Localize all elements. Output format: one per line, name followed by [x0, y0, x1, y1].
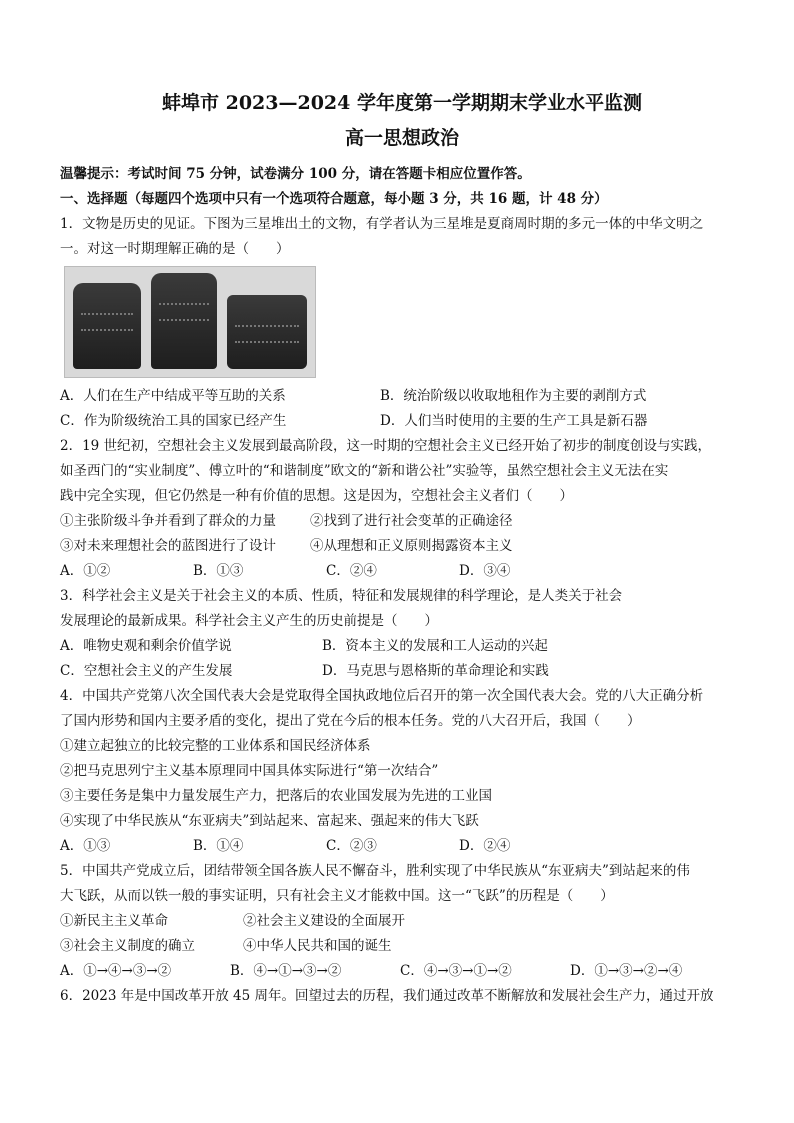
q4-item-1: ①建立起独立的比较完整的工业体系和国民经济体系 [60, 738, 371, 754]
q2-option-c[interactable]: C．②④ [326, 563, 377, 579]
q5-stem-line1: 5．中国共产党成立后，团结带领全国各族人民不懈奋斗，胜利实现了中华民族从“东亚病夫”到站起来的伟 [60, 863, 690, 879]
q5-option-a[interactable]: A．①→④→③→② [60, 963, 172, 979]
section-heading: 一、选择题（每题四个选项中只有一个选项符合题意，每小题 3 分，共 16 题，计 48 分） [60, 191, 608, 207]
q5-option-b[interactable]: B．④→①→③→② [230, 963, 342, 979]
q5-options [60, 959, 744, 984]
q1-stem-line1: 1．文物是历史的见证。下图为三星堆出土的文物，有学者认为三星堆是夏商周时期的多元一体的中华文明之 [60, 216, 704, 232]
q4-option-c[interactable]: C．②③ [326, 838, 377, 854]
q1-options-row2 [60, 409, 744, 434]
q5-option-c[interactable]: C．④→③→①→② [400, 963, 512, 979]
q4-item-2: ②把马克思列宁主义基本原理同中国具体实际进行“第一次结合” [60, 763, 439, 779]
q5-items-row2 [60, 934, 744, 959]
q5-item-1: ①新民主主义革命 [60, 913, 168, 929]
q2-stem-line2: 如圣西门的“实业制度”、傅立叶的“和谐制度”欧文的“新和谐公社”实验等，虽然空想社会主义无法在实 [60, 463, 669, 479]
q3-option-d[interactable]: D．马克思与恩格斯的革命理论和实践 [322, 663, 549, 679]
q1-option-d[interactable]: D．人们当时使用的主要的生产工具是新石器 [380, 413, 648, 429]
q5-item-3: ③社会主义制度的确立 [60, 938, 195, 954]
q4-item-4: ④实现了中华民族从“东亚病夫”到站起来、富起来、强起来的伟大飞跃 [60, 813, 479, 829]
q5-stem-line2: 大飞跃，从而以铁一般的事实证明，只有社会主义才能救中国。这一“飞跃”的历程是（ ） [60, 888, 614, 904]
q6-stem-line1: 6．2023 年是中国改革开放 45 周年。回望过去的历程，我们通过改革不断解放和发展社会生产力，通过开放 [60, 988, 714, 1004]
q4-option-a[interactable]: A．①③ [60, 838, 111, 854]
q4-option-b[interactable]: B．①④ [193, 838, 244, 854]
q4-item-3: ③主要任务是集中力量发展生产力，把落后的农业国发展为先进的工业国 [60, 788, 492, 804]
q2-items-row2 [60, 534, 744, 559]
q1-option-b[interactable]: B．统治阶级以收取地租作为主要的剥削方式 [380, 388, 647, 404]
q2-options [60, 559, 744, 584]
exam-tip: 温馨提示：考试时间 75 分钟，试卷满分 100 分，请在答题卡相应位置作答。 [60, 166, 531, 182]
q4-option-d[interactable]: D．②④ [459, 838, 511, 854]
sanxingdui-artifacts-image [64, 266, 316, 378]
q4-stem-line1: 4．中国共产党第八次全国代表大会是党取得全国执政地位后召开的第一次全国代表大会。党的八大正确分析 [60, 688, 704, 704]
q5-item-4: ④中华人民共和国的诞生 [243, 938, 392, 954]
q1-stem-line2: 一。对这一时期理解正确的是（ ） [60, 241, 290, 257]
exam-page [60, 88, 744, 1009]
q2-item-4: ④从理想和正义原则揭露资本主义 [310, 538, 513, 554]
q1-option-a[interactable]: A．人们在生产中结成平等互助的关系 [60, 388, 286, 404]
q5-item-2: ②社会主义建设的全面展开 [243, 913, 405, 929]
q3-option-a[interactable]: A．唯物史观和剩余价值学说 [60, 638, 232, 654]
q4-options [60, 834, 744, 859]
artifact-vessel-2 [151, 273, 217, 369]
q2-option-d[interactable]: D．③④ [459, 563, 511, 579]
exam-subtitle: 高一思想政治 [344, 127, 459, 149]
q3-option-c[interactable]: C．空想社会主义的产生发展 [60, 663, 233, 679]
q2-option-b[interactable]: B．①③ [193, 563, 244, 579]
q2-item-2: ②找到了进行社会变革的正确途径 [310, 513, 513, 529]
q4-stem-line2: 了国内形势和国内主要矛盾的变化，提出了党在今后的根本任务。党的八大召开后，我国（ ） [60, 713, 641, 729]
q5-option-d[interactable]: D．①→③→②→④ [570, 963, 683, 979]
q5-items-row1 [60, 909, 744, 934]
artifact-vessel-3 [227, 295, 307, 369]
q3-options-row2 [60, 659, 744, 684]
exam-title: 蚌埠市 2023—2024 学年度第一学期期末学业水平监测 [162, 92, 642, 114]
q3-stem-line2: 发展理论的最新成果。科学社会主义产生的历史前提是（ ） [60, 613, 438, 629]
q2-stem-line3: 践中完全实现，但它仍然是一种有价值的思想。这是因为，空想社会主义者们（ ） [60, 488, 573, 504]
artifact-vessel-1 [73, 283, 141, 369]
q1-options-row1 [60, 384, 744, 409]
q2-item-1: ①主张阶级斗争并看到了群众的力量 [60, 513, 276, 529]
q2-items-row1 [60, 509, 744, 534]
q2-option-a[interactable]: A．①② [60, 563, 111, 579]
q3-options-row1 [60, 634, 744, 659]
q3-option-b[interactable]: B．资本主义的发展和工人运动的兴起 [322, 638, 548, 654]
q3-stem-line1: 3．科学社会主义是关于社会主义的本质、性质，特征和发展规律的科学理论，是人类关于社会 [60, 588, 623, 604]
q2-stem-line1: 2．19 世纪初，空想社会主义发展到最高阶段，这一时期的空想社会主义已经开始了初步的制度创设与实践， [60, 438, 712, 454]
q1-option-c[interactable]: C．作为阶级统治工具的国家已经产生 [60, 413, 287, 429]
q2-item-3: ③对未来理想社会的蓝图进行了设计 [60, 538, 276, 554]
